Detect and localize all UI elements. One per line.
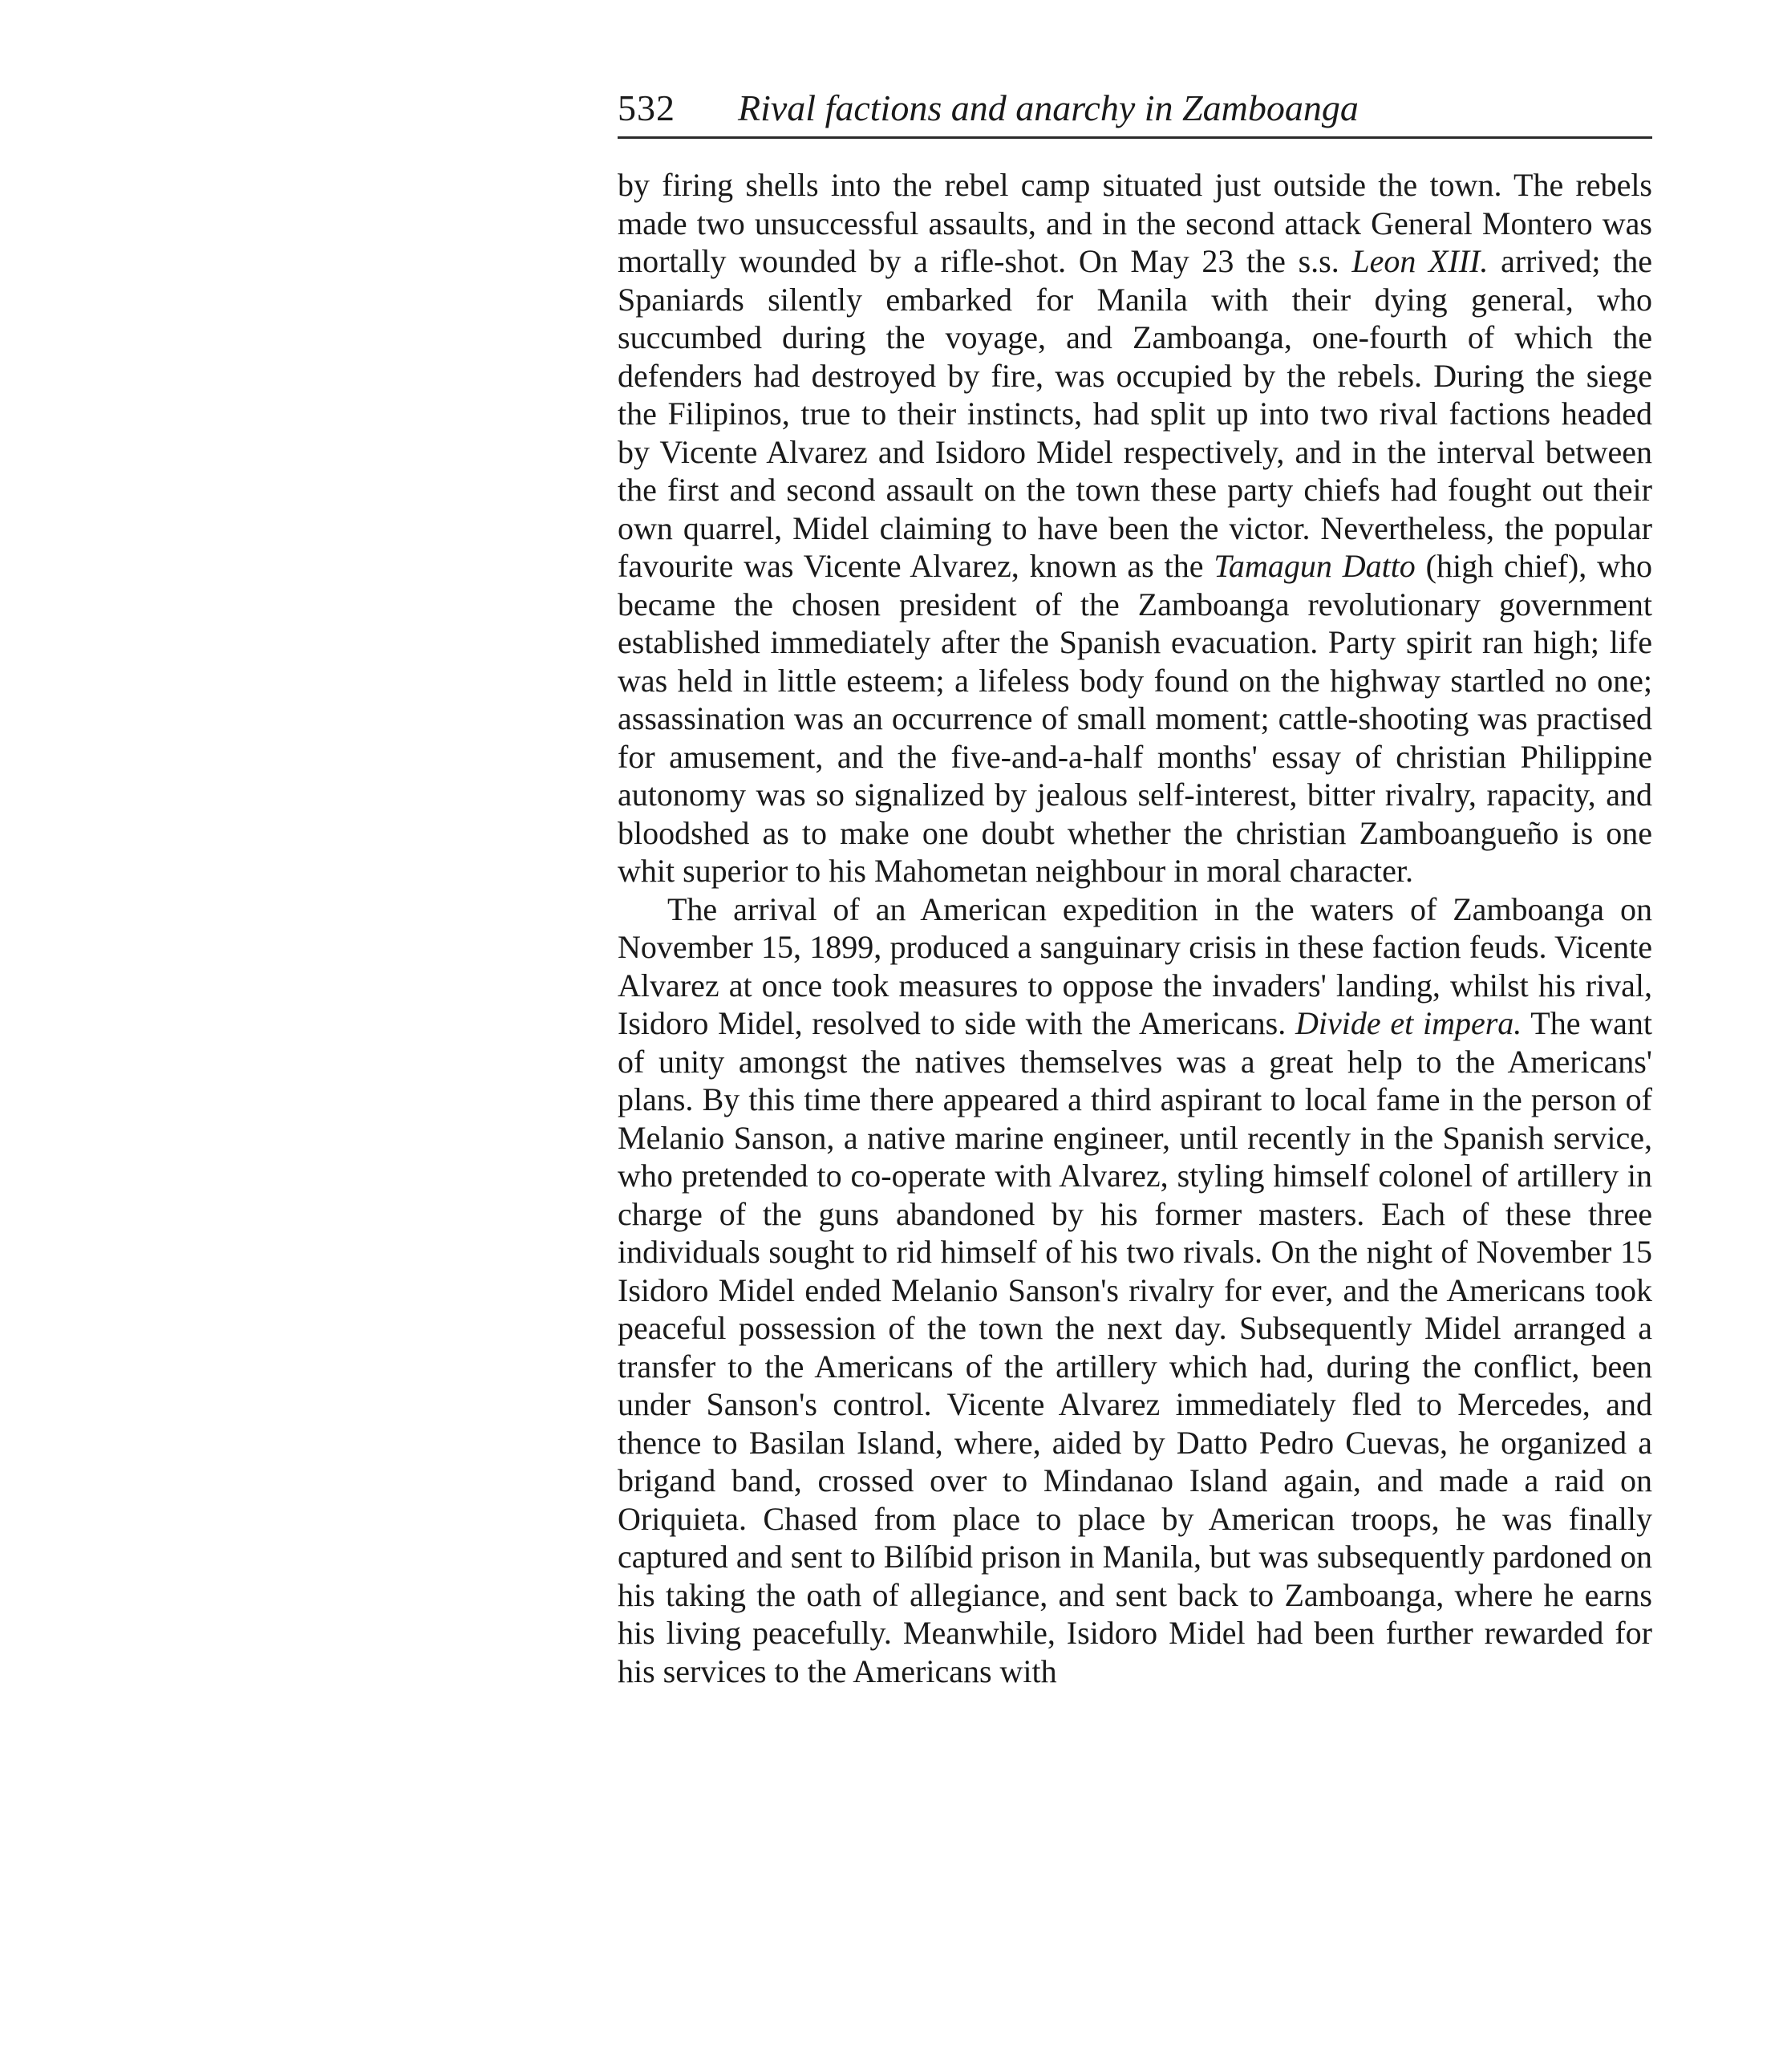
paragraph-1-text-a: by firing shells into the rebel camp situated just outside the town. The rebels made two unsuccessful assaults, and in the second attack General Montero was mortally wounded by a rifle-shot. On May 23 the s.s. <box>618 167 1652 279</box>
paragraph-1 <box>618 166 1652 890</box>
latin-motto: Divide et impera. <box>1295 1005 1522 1041</box>
running-title: Rival factions and anarchy in Zamboanga <box>738 87 1359 128</box>
ship-name: Leon XIII. <box>1351 243 1489 279</box>
paragraph-1-text-b: arrived; the Spaniards silently embarked for Manila with their dying general, who succumbed during the voyage, and Zamboanga, one-fourth of which the defenders had destroyed by fire, was occupied by the rebels. During the siege the Filipinos, true to their instincts, had split up into two rival factions headed by Vicente Alvarez and Isidoro Midel respectively, and in the interval between the first and second assault on the town these party chiefs had fought out their own quarrel, Midel claiming to have been the victor. Nevertheless, the popular favourite was Vicente Alvarez, known as the <box>618 243 1653 584</box>
paragraph-2-text-a: The arrival of an American expedition in the waters of Zamboanga on November 15, 1899, produced a sanguinary crisis in these faction feuds. Vicente Alvarez at once took measures to oppose the invaders' landing, whilst his rival, Isidoro Midel, resolved to side with the Americans. <box>618 890 1652 1041</box>
paragraph-2-text-b: The want of unity amongst the natives themselves was a great help to the Americans' plans. By this time there appeared a third aspirant to local fame in the person of Melanio Sanson, a native marine engineer, until recently in the Spanish service, who pretended to co-operate with Alvarez, styling himself colonel of artillery in charge of the guns abandoned by his former masters. Each of these three individuals sought to rid himself of his two rivals. On the night of November 15 Isidoro Midel ended Melanio Sanson's rivalry for ever, and the Americans took peaceful possession of the town the next day. Subsequently Midel arranged a transfer to the Americans of the artillery which had, during the conflict, been under Sanson's control. Vicente Alvarez immediately fled to Mercedes, and thence to Basilan Island, where, aided by Datto Pedro Cuevas, he organized a brigand band, crossed over to Mindanao Island again, and made a raid on Oriquieta. Chased from place to place by American troops, he was finally captured and sent to Bilíbid prison in Manila, but was subsequently pardoned on his taking the oath of allegiance, and sent back to Zamboanga, where he earns his living peacefully. Meanwhile, Isidoro Midel had been further rewarded for his services to the Americans with <box>618 1005 1652 1689</box>
body-text <box>618 166 1652 1690</box>
title-term: Tamagun Datto <box>1214 548 1416 584</box>
paragraph-2 <box>618 890 1652 1691</box>
page-number: 532 <box>618 87 675 128</box>
book-page <box>618 80 1652 1690</box>
running-head <box>618 80 1652 139</box>
paragraph-1-text-c: (high chief), who became the chosen president of the Zamboanga revolutionary government established immediately after the Spanish evacuation. Party spirit ran high; life was held in little esteem; a lifeless body found on the highway startled no one; assassination was an occurrence of small moment; cattle-shooting was practised for amusement, and the five-and-a-half months' essay of christian Philippine autonomy was so signalized by jealous self-interest, bitter rivalry, rapacity, and bloodshed as to make one doubt whether the christian Zamboangueño is one whit superior to his Mahometan neighbour in moral character. <box>618 548 1652 889</box>
